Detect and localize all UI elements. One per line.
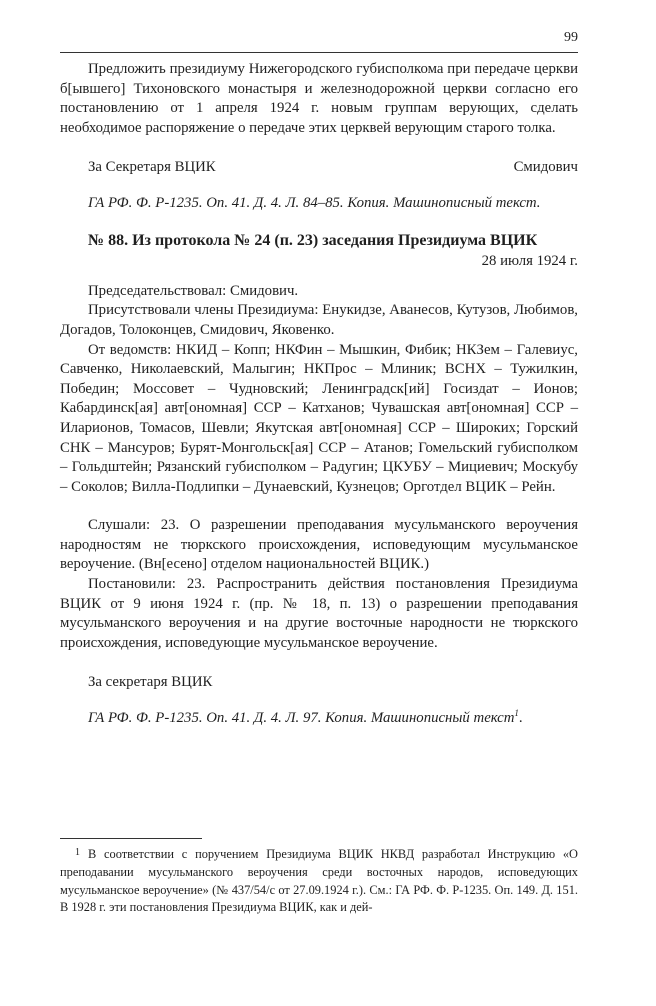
footnote xyxy=(60,844,578,917)
resolved-item: Постановили: 23. Распространить действия постановления Президиума ВЦИК от 9 июня 1924 г. (пр. № 18, п. 13) о разрешении преподавания мусульманского вероучения и на другие восточные народности не тюркского происхождения, исповедующие мусульманское вероучение. xyxy=(60,576,578,651)
page-body xyxy=(60,60,578,729)
archive-source-text: ГА РФ. Ф. Р-1235. Оп. 41. Д. 4. Л. 97. Копия. Машинописный текст xyxy=(88,710,515,727)
footnote-text: В соответствии с поручением Президиума ВЦИК НКВД разработал Инструкцию «О преподавании мусульманского вероучения среди восточных народов, исповедующих мусульманское вероучение» (№ 437/54/с от 27.09.1924 г.). См.: ГА РФ. Ф. Р-1235. Оп. 149. Д. 151. В 1928 г. эти постановления Президиума ВЦИК, как и дей- xyxy=(60,847,578,915)
document-title: № 88. Из протокола № 24 (п. 23) заседания Президиума ВЦИК xyxy=(88,231,538,249)
continuation-paragraph: Предложить президиуму Нижегородского губисполкома при передаче церкви б[ывшего] Тихоновского монастыря и железнодорожной церкви согласно его постановлению от 1 апреля 1924 г. новым группам верующих, сделать необходимое распоряжение о передаче этих церквей верующим старого толка. xyxy=(60,61,578,136)
signature-name: Смидович xyxy=(513,159,578,176)
signature-role-2: За секретаря ВЦИК xyxy=(88,674,213,691)
footnote-reference[interactable]: 1 xyxy=(514,708,519,719)
footnote-rule xyxy=(60,838,202,839)
document-date: 28 июля 1924 г. xyxy=(481,253,578,270)
archive-source-end: . xyxy=(518,710,523,727)
signature-role: За Секретаря ВЦИК xyxy=(88,159,216,176)
page-number: 99 xyxy=(564,30,578,45)
archive-source-2 xyxy=(60,709,578,729)
signature-row xyxy=(60,158,578,178)
footnote-mark: 1 xyxy=(75,847,80,858)
archive-source: ГА РФ. Ф. Р-1235. Оп. 41. Д. 4. Л. 84–85. Копия. Машинописный текст. xyxy=(88,194,541,211)
header-rule xyxy=(60,52,578,53)
departments-present: От ведомств: НКИД – Копп; НКФин – Мышкин, Фибик; НКЗем – Галевиус, Савченко, Николаевский, Малыгин; НКПрос – Млиник; ВСНХ – Тужилкин, Победин; Моссовет – Чудновский; Ленинградск[ий] Госиздат – Ионов; Кабардинск[ая] авт[ономная] ССР – Катханов; Чувашская авт[ономная] ССР – Иларионов, Томасов, Шевли; Якутская авт[ономная] ССР – Широких; Горский СНК – Мансуров; Бурят-Монгольск[ая] ССР – Атанов; Гомельский губисполком – Гольдштейн; Рязанский губисполком – Радугин; ЦКУБУ – Мициевич; Москубу – Соколов; Вилла-Подлипки – Дунаевский, Кузнецов; Орготдел ВЦИК – Рейн. xyxy=(60,341,578,495)
chair-line: Председательствовал: Смидович. xyxy=(88,282,299,299)
members-present: Присутствовали члены Президиума: Енукидзе, Аванесов, Кутузов, Любимов, Догадов, Толоконцев, Смидович, Яковенко. xyxy=(60,302,578,338)
heard-item: Слушали: 23. О разрешении преподавания мусульманского вероучения народностям не тюркского происхождения, исповедующим мусульманское вероучение. (Вн[есено] отделом национальностей ВЦИК.) xyxy=(60,517,578,573)
